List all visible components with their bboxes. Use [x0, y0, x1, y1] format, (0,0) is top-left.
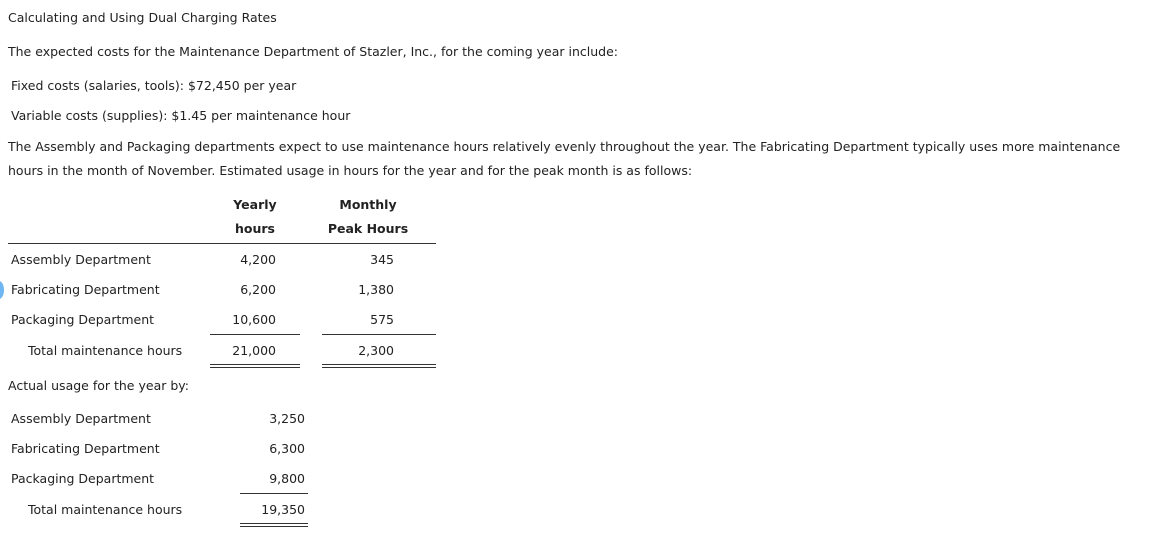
table1-row-peak: 1,380 — [358, 282, 394, 297]
table2-row-value: 9,800 — [269, 471, 305, 486]
table2-row-label: Fabricating Department — [11, 441, 160, 456]
table1-total-yearly: 21,000 — [232, 343, 276, 358]
peak-subtotal-rule — [322, 334, 436, 335]
peak-header-line2: Peak Hours — [327, 221, 409, 236]
yearly-header-line1: Yearly — [233, 197, 277, 212]
variable-costs-text: Variable costs (supplies): $1.45 per maintenance hour — [11, 108, 351, 123]
table1-total-peak: 2,300 — [358, 343, 394, 358]
yearly-subtotal-rule — [210, 334, 300, 335]
fixed-costs-text: Fixed costs (salaries, tools): $72,450 per year — [11, 78, 297, 93]
table2-row-value: 3,250 — [269, 411, 305, 426]
table1-row-label: Fabricating Department — [11, 282, 160, 297]
table2-row-label: Packaging Department — [11, 471, 155, 486]
yearly-total-double-rule — [210, 364, 300, 368]
table1-row-yearly: 10,600 — [232, 312, 276, 327]
table1-row-yearly: 6,200 — [240, 282, 276, 297]
table1-row-label: Packaging Department — [11, 312, 155, 327]
focus-indicator — [0, 281, 4, 299]
table2-total-value: 19,350 — [261, 502, 305, 517]
actual-usage-heading: Actual usage for the year by: — [8, 378, 189, 393]
header-rule — [8, 243, 436, 244]
table2-total-label: Total maintenance hours — [28, 502, 183, 517]
table2-row-value: 6,300 — [269, 441, 305, 456]
actual-subtotal-rule — [240, 493, 308, 494]
peak-header-line1: Monthly — [339, 197, 397, 212]
table2-row-label: Assembly Department — [11, 411, 151, 426]
yearly-header-line2: hours — [235, 221, 275, 236]
table1-row-peak: 345 — [370, 252, 394, 267]
table1-row-yearly: 4,200 — [240, 252, 276, 267]
usage-paragraph: The Assembly and Packaging departments expect to use maintenance hours relatively evenly throughout the year. The Fabricating Department typically uses more maintenance hours in the month of November. Estimated usage in hours for the year and for the peak month is as follows: — [8, 139, 1121, 178]
table1-total-label: Total maintenance hours — [28, 343, 183, 358]
table1-row-label: Assembly Department — [11, 252, 151, 267]
intro-text: The expected costs for the Maintenance Department of Stazler, Inc., for the coming year include: — [8, 44, 618, 59]
peak-total-double-rule — [322, 364, 436, 368]
table1-row-peak: 575 — [370, 312, 394, 327]
actual-total-double-rule — [240, 523, 308, 527]
page-title: Calculating and Using Dual Charging Rates — [8, 10, 277, 25]
